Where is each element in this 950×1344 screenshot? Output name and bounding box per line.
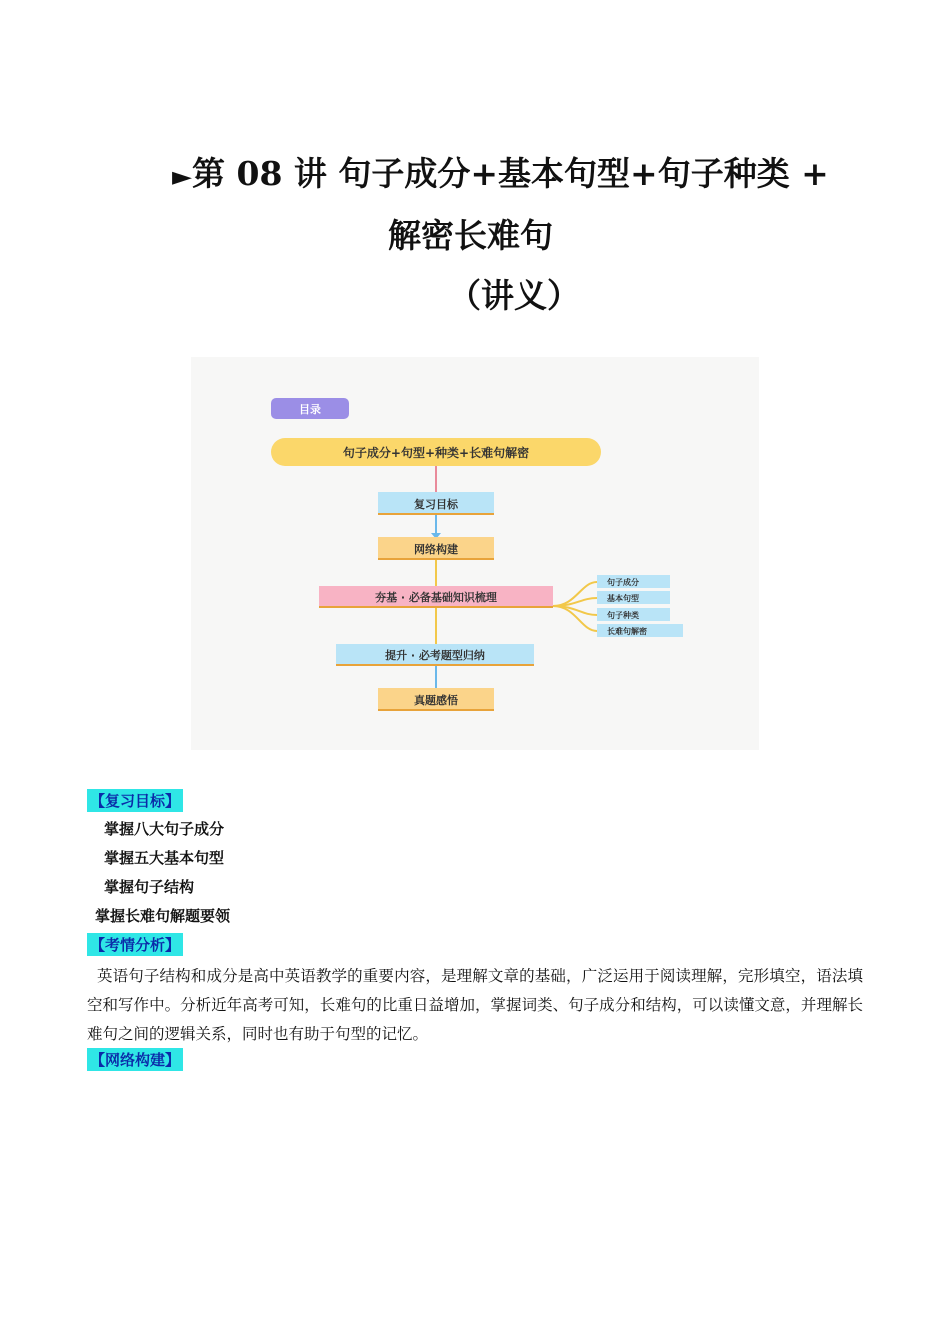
goal-item-1: 掌握八大句子成分 xyxy=(104,820,225,838)
branch-3: 句子种类 xyxy=(607,611,639,620)
goal-item-2: 掌握五大基本句型 xyxy=(104,849,225,867)
goal-item-3: 掌握句子结构 xyxy=(104,878,195,896)
table-of-contents-diagram xyxy=(191,357,759,750)
goal-item-4: 掌握长难句解题要领 xyxy=(95,907,231,925)
branch-line-2 xyxy=(553,598,597,606)
lecture-title: 第 08 讲 句子成分+基本句型+句子种类 + xyxy=(192,154,829,193)
step-network: 网络构建 xyxy=(414,543,458,556)
goals-section-tag: 【复习目标】 xyxy=(87,789,183,812)
step-basics: 夯基 · 必备基础知识梳理 xyxy=(375,591,497,604)
root-node: 句子成分+句型+种类+长难句解密 xyxy=(342,446,530,460)
analysis-paragraph: 英语句子结构和成分是高中英语教学的重要内容，是理解文章的基础，广泛运用于阅读理解，完形填空，语法填空和写作中。分析近年高考可知，长难句的比重日益增加，掌握词类、句子成分和结构，可以读懂文意，并理解长难句之间的逻辑关系，同时也有助于句型的记忆。 xyxy=(87,967,863,1043)
title-line-3: （讲义） xyxy=(448,276,580,315)
branch-1: 句子成分 xyxy=(607,578,639,587)
toc-label: 目录 xyxy=(299,403,321,416)
branch-4: 长难句解密 xyxy=(607,627,647,636)
step-advance: 提升 · 必考题型归纳 xyxy=(385,649,485,662)
step-exam: 真题感悟 xyxy=(414,694,458,707)
title-line-1 xyxy=(172,148,872,195)
network-section-tag: 【网络构建】 xyxy=(87,1048,183,1071)
analysis-section-tag: 【考情分析】 xyxy=(87,933,183,956)
step-goals: 复习目标 xyxy=(414,498,458,511)
title-line-2: 解密长难句 xyxy=(388,216,553,255)
diagram-svg xyxy=(191,357,759,750)
arrow-icon: ► xyxy=(172,162,192,192)
branch-2: 基本句型 xyxy=(607,594,639,603)
